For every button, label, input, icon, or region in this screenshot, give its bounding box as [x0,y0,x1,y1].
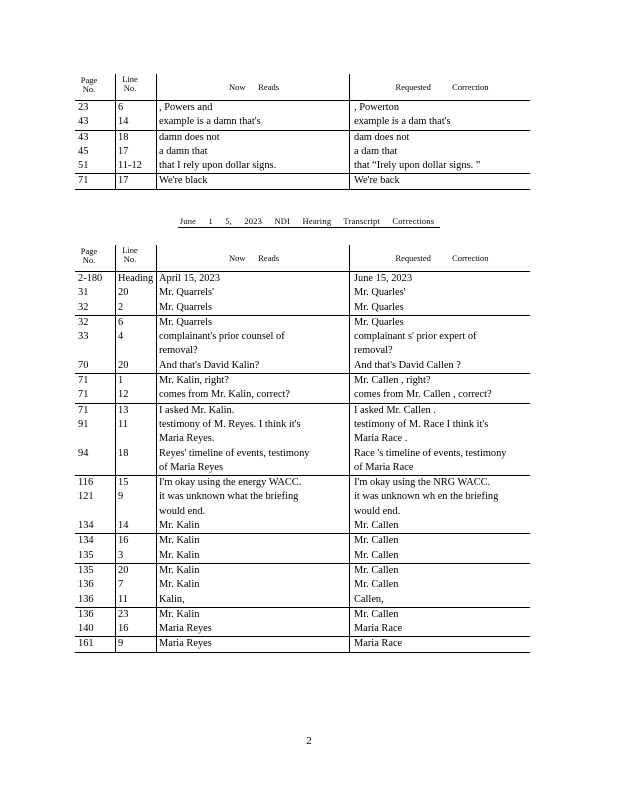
now-reads-cell: example is a damn that's [159,116,261,128]
now-reads-cell: I'm okay using the energy WACC. [159,477,302,489]
section-title: June 1 5, 2023 NDI Hearing Transcript Corrections [0,216,618,226]
requested-correction-cell: dam does not [354,131,410,143]
requested-correction-cell: comes from Mr. Callen , correct? [354,389,492,401]
requested-correction-cell: Maria Race [354,638,403,650]
table-row [75,519,530,533]
now-reads-cell: it was unknown what the briefing would end. [159,491,299,517]
table-row [75,374,530,388]
col-sep [349,74,350,190]
requested-correction-cell: Maria Race [354,623,403,635]
table-row [75,608,530,622]
row-group [75,404,530,476]
page-number-cell: 121 [78,491,94,503]
header-page: Page No. [80,75,98,94]
page-number-cell: 71 [78,389,89,401]
table-row [75,145,530,159]
row-group [75,131,530,175]
table-row [75,578,530,592]
line-number-cell: 2 [118,301,124,313]
requested-correction-cell: Mr. Callen [354,520,399,532]
now-reads-cell: Mr. Quarrels' [159,287,214,299]
now-reads-cell: I asked Mr. Kalin. [159,404,235,416]
now-reads-cell: comes from Mr. Kalin, correct? [159,389,290,401]
table-row [75,418,530,447]
line-number-cell: 20 [118,359,129,371]
table-row [75,359,530,373]
requested-correction-cell: Race 's timeline of events, testimony of Maria Race [354,447,507,473]
requested-correction-cell: Mr. Callen , right? [354,375,431,387]
requested-correction-cell: example is a dam that's [354,116,451,128]
page-number-cell: 91 [78,418,89,430]
page-number-cell: 140 [78,623,94,635]
now-reads-cell: Mr. Quarrels [159,316,213,328]
page-number-cell: 71 [78,404,89,416]
requested-correction-cell: Mr. Callen [354,564,399,576]
now-reads-cell: Maria Reyes [159,623,212,635]
requested-correction-cell: Mr. Callen [354,579,399,591]
page-number-cell: 43 [78,131,89,143]
page-number-cell: 2-180 [78,273,103,284]
table-2-body [75,272,530,653]
col-sep [115,245,116,653]
page-number-cell: 32 [78,316,89,328]
now-reads-cell: damn does not [159,131,220,143]
row-group [75,608,530,638]
line-number-cell: 11-12 [118,160,142,172]
requested-correction-cell: that “Irely upon dollar signs. ” [354,160,481,172]
page-number-cell: 116 [78,477,94,489]
now-reads-cell: Maria Reyes [159,638,212,650]
table-row [75,301,530,315]
now-reads-cell: Kalin, [159,593,185,605]
page-number-cell: 51 [78,160,89,172]
header-line: Line No. [122,74,138,93]
now-reads-cell: Mr. Kalin [159,564,200,576]
line-number-cell: 4 [118,331,124,343]
requested-correction-cell: Callen, [354,593,384,605]
table-row [75,447,530,476]
row-group [75,101,530,131]
line-number-cell: 9 [118,638,124,650]
table-2-header [75,245,530,272]
requested-correction-cell: We're back [354,175,400,187]
page-number-cell: 31 [78,287,89,299]
row-group [75,374,530,404]
table-row [75,131,530,145]
page-number-cell: 135 [78,549,94,561]
header-now-reads: Now Reads [228,253,280,263]
page-number-cell: 136 [78,608,94,620]
col-sep [156,245,157,653]
header-now-reads: Now Reads [228,82,280,92]
page-number-cell: 70 [78,359,89,371]
page-number: 2 [306,735,312,747]
line-number-cell: 18 [118,447,129,459]
line-number-cell: 6 [118,316,124,328]
col-sep [349,245,350,653]
line-number-cell: 3 [118,549,124,561]
now-reads-cell: testimony of M. Reyes. I think it's Maria Reyes. [159,418,301,445]
page-number-cell: 134 [78,520,94,532]
table-row [75,404,530,418]
table-row [75,330,530,359]
line-number-cell: 6 [118,102,124,113]
page-number-cell: 71 [78,375,89,387]
header-page: Page No. [80,246,98,265]
corrections-table-1 [75,74,530,190]
line-number-cell: 17 [118,175,129,187]
table-row [75,549,530,563]
line-number-cell: 1 [118,375,124,387]
col-sep [156,74,157,190]
table-row [75,272,530,286]
requested-correction-cell: it was unknown wh en the briefing would end. [354,491,499,517]
table-row [75,388,530,402]
corrections-table-2 [75,245,530,653]
requested-correction-cell: I'm okay using the NRG WACC. [354,477,491,489]
line-number-cell: 16 [118,535,129,547]
now-reads-cell: Mr. Kalin [159,579,200,591]
line-number-cell: 14 [118,116,129,128]
requested-correction-cell: complainant s' prior expert of removal? [354,331,477,357]
line-number-cell: 16 [118,623,129,635]
page-number-cell: 136 [78,579,94,591]
col-sep [115,74,116,190]
page-number-cell: 23 [78,102,89,113]
line-number-cell: 14 [118,520,129,532]
line-number-cell: 20 [118,564,129,576]
table-row [75,286,530,300]
line-number-cell: 9 [118,491,124,503]
table-row [75,564,530,578]
table-row [75,490,530,519]
now-reads-cell: April 15, 2023 [159,273,220,284]
line-number-cell: 11 [118,593,129,605]
now-reads-cell: , Powers and [159,102,213,113]
line-number-cell: 20 [118,287,129,299]
table-row [75,593,530,607]
requested-correction-cell: Mr. Quarles [354,301,404,313]
table-row [75,174,530,188]
row-group [75,174,530,189]
now-reads-cell: We're black [159,175,208,187]
row-group [75,534,530,564]
header-line: Line No. [122,245,138,264]
requested-correction-cell: And that's David Callen ? [354,359,461,371]
line-number-cell: 15 [118,477,129,489]
row-group [75,476,530,534]
now-reads-cell: Reyes' timeline of events, testimony of Maria Reyes [159,447,310,473]
requested-correction-cell: Mr. Callen [354,535,399,547]
now-reads-cell: complainant's prior counsel of removal? [159,331,285,357]
line-number-cell: 11 [118,418,129,430]
now-reads-cell: Mr. Kalin [159,549,200,561]
table-row [75,316,530,330]
line-number-cell: 17 [118,145,129,157]
now-reads-cell: a damn that [159,145,208,157]
now-reads-cell: Mr. Kalin [159,608,200,620]
header-requested-correction: Requested Correction [395,82,489,92]
page-number-cell: 45 [78,145,89,157]
now-reads-cell: Mr. Kalin [159,520,200,532]
requested-correction-cell: , Powerton [354,102,400,113]
table-row [75,115,530,129]
line-number-cell: 23 [118,608,129,620]
row-group [75,316,530,374]
table-row [75,534,530,548]
now-reads-cell: And that's David Kalin? [159,359,260,371]
line-number-cell: 18 [118,131,129,143]
now-reads-cell: Mr. Kalin [159,535,200,547]
line-number-cell: Heading [118,273,154,284]
now-reads-cell: Mr. Quarrels [159,301,213,313]
line-number-cell: 7 [118,579,124,591]
table-row [75,476,530,490]
requested-correction-cell: a dam that [354,145,398,157]
row-group [75,637,530,652]
requested-correction-cell: Mr. Quarles' [354,287,406,299]
page-number-cell: 136 [78,593,94,605]
line-number-cell: 12 [118,389,129,401]
table-row [75,622,530,636]
now-reads-cell: Mr. Kalin, right? [159,375,229,387]
page-number-cell: 134 [78,535,94,547]
row-group [75,564,530,608]
page-number-cell: 33 [78,331,89,343]
table-row [75,101,530,115]
page-number-cell: 71 [78,175,89,187]
page-number-cell: 32 [78,301,89,313]
header-requested-correction: Requested Correction [395,253,489,263]
page-number-cell: 135 [78,564,94,576]
table-row [75,159,530,173]
requested-correction-cell: testimony of M. Race I think it's Maria Race . [354,418,489,445]
table-row [75,637,530,651]
now-reads-cell: that I rely upon dollar signs. [159,160,277,172]
requested-correction-cell: Mr. Callen [354,549,399,561]
requested-correction-cell: Mr. Callen [354,608,399,620]
requested-correction-cell: Mr. Quarles [354,316,404,328]
page-number-cell: 43 [78,116,89,128]
line-number-cell: 13 [118,404,129,416]
table-1-header [75,74,530,101]
requested-correction-cell: I asked Mr. Callen . [354,404,436,416]
row-group [75,272,530,316]
requested-correction-cell: June 15, 2023 [354,273,413,284]
page-number-cell: 94 [78,447,89,459]
page-number-cell: 161 [78,638,94,650]
table-1-body [75,101,530,190]
